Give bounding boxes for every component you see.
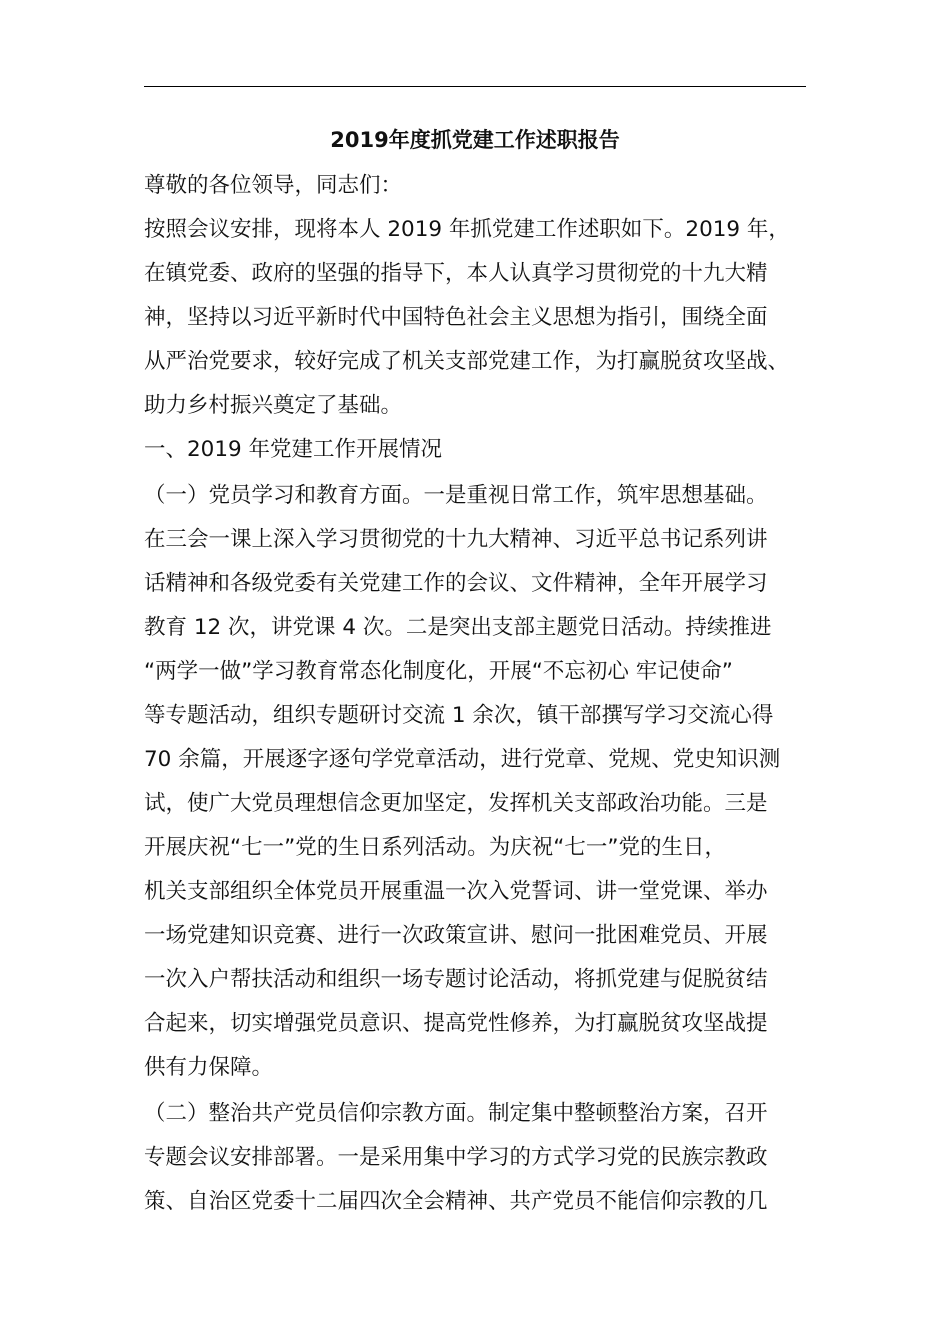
text-line: 按照会议安排，现将本人 2019 年抓党建工作述职如下。2019 年， bbox=[144, 217, 790, 242]
text-line: （一）党员学习和教育方面。一是重视日常工作，筑牢思想基础。 bbox=[144, 483, 768, 508]
text-line: 尊敬的各位领导，同志们： bbox=[144, 173, 403, 198]
text-line: 神，坚持以习近平新时代中国特色社会主义思想为指引，围绕全面 bbox=[144, 305, 768, 330]
text-line: 专题会议安排部署。一是采用集中学习的方式学习党的民族宗教政 bbox=[144, 1145, 768, 1170]
text-line: 70 余篇，开展逐字逐句学党章活动，进行党章、党规、党史知识测 bbox=[144, 747, 781, 772]
text-line: （二）整治共产党员信仰宗教方面。制定集中整顿整治方案，召开 bbox=[144, 1101, 768, 1126]
text-line: 话精神和各级党委有关党建工作的会议、文件精神，全年开展学习 bbox=[144, 571, 768, 596]
text-line: 一场党建知识竞赛、进行一次政策宣讲、慰问一批困难党员、开展 bbox=[144, 923, 768, 948]
text-line: “两学一做”学习教育常态化制度化，开展“不忘初心 牢记使命” bbox=[144, 659, 733, 684]
section-heading: 一、2019 年党建工作开展情况 bbox=[144, 437, 443, 462]
document-title: 2019年度抓党建工作述职报告 bbox=[330, 128, 620, 152]
text-line: 等专题活动，组织专题研讨交流 1 余次，镇干部撰写学习交流心得 bbox=[144, 703, 774, 728]
text-line: 开展庆祝“七一”党的生日系列活动。为庆祝“七一”党的生日， bbox=[144, 835, 727, 860]
text-line: 供有力保障。 bbox=[144, 1055, 274, 1080]
text-line: 在三会一课上深入学习贯彻党的十九大精神、习近平总书记系列讲 bbox=[144, 527, 768, 552]
text-line: 教育 12 次，讲党课 4 次。二是突出支部主题党日活动。持续推进 bbox=[144, 615, 772, 640]
text-line: 合起来，切实增强党员意识、提高党性修养，为打赢脱贫攻坚战提 bbox=[144, 1011, 768, 1036]
text-line: 从严治党要求，较好完成了机关支部党建工作，为打赢脱贫攻坚战、 bbox=[144, 349, 790, 374]
text-line: 在镇党委、政府的坚强的指导下，本人认真学习贯彻党的十九大精 bbox=[144, 261, 768, 286]
header-rule bbox=[144, 86, 806, 87]
text-line: 一次入户帮扶活动和组织一场专题讨论活动，将抓党建与促脱贫结 bbox=[144, 967, 768, 992]
text-line: 助力乡村振兴奠定了基础。 bbox=[144, 393, 403, 418]
text-line: 试，使广大党员理想信念更加坚定，发挥机关支部政治功能。三是 bbox=[144, 791, 768, 816]
text-line: 机关支部组织全体党员开展重温一次入党誓词、讲一堂党课、举办 bbox=[144, 879, 768, 904]
text-line: 策、自治区党委十二届四次全会精神、共产党员不能信仰宗教的几 bbox=[144, 1189, 768, 1214]
